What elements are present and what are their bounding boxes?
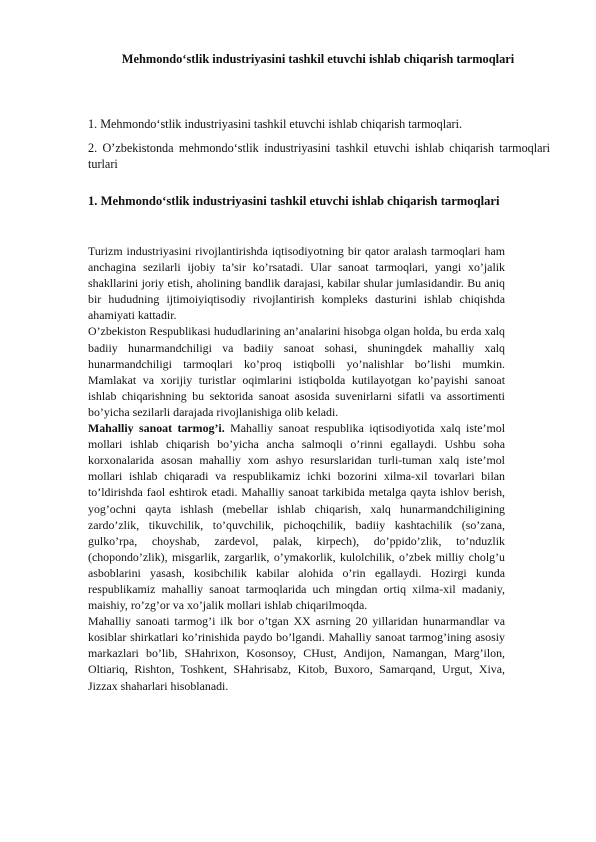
paragraph-3-body: Ushbu soha korxonalarida asosan mahalliy xom ashyo resurslaridan turli-tuman xalq iste’mol mollari ishlab chiqaradi va respublikamiz ichki bozorini xilma-xil tovarlari bilan to’ldirishda faol eshtirok etadi. Mahalliy sanoat tarkibida metalga qayta ishlov berish, yog’ochni qayta ishlash (mebellar ishlab chiqarish, xalq hunarmandchiligining zardo’zlik, tikuvchilik, to’quvchilik, pichoqchilik, badiiy kashtachilik (so’zana, gulko’rpa, choyshab, zardevol, palak, kirpech), do’ppido’zlik, to’nduzlik (chopondo’zlik), misgarlik, zargarlik, o’ymakorlik, kulolchilik, o’zbek milliy cholg’u asboblarini yasash, kosibchilik kabilar alohida o’rin egallaydi. Hozirgi kunda respublikamiz mahalliy sanoat tarmoqlarida uch mingdan ortiq xilma-xil madaniy, maishiy, ro’zg’or va xo’jalik mollari ishlab chiqarilmoqda. [88, 437, 505, 613]
paragraph-1: Turizm industriyasini rivojlantirishda iqtisodiyotning bir qator aralash tarmoqlari ham anchagina sezilarli ijobiy ta’sir ko’rsatadi. Ular sanoat tarmoqlari, yangi xo’jalik shakllarini joriy etish, aholining bandlik darajasi, kabilar shular jumlasidandir. Bu aniq bir hududning ijtimoiyiqtisodiy rivojlantirish kompleks dasturini ishlab chiqishda ahamiyati kattadir. [88, 244, 505, 323]
paragraph-3-lead: Mahalliy sanoat tarmog’i. [88, 421, 225, 436]
section-heading: 1. Mehmondo‘stlik industriyasini tashkil etuvchi ishlab chiqarish tarmoqlari [88, 194, 500, 208]
paragraph-4: Mahalliy sanoati tarmog’i ilk bor o’tgan XX asrning 20 yillaridan hunarmandlar va kosiblar shirkatlari ko’rinishida paydo bo’lgandi. Mahalliy sanoat tarmog’ining asosiy markazlari bo’lib, SHahrixon, Kosonsoy, CHust, Andijon, Namangan, Marg’ilon, Oltiariq, Rishton, Toshkent, SHahrisabz, Kitob, Buxoro, Samarqand, Urgut, Xiva, Jizzax shaharlari hisoblanadi. [88, 614, 505, 693]
paragraph-2: O’zbekiston Respublikasi hududlarining an’analarini hisobga olgan holda, bu erda xalq badiiy hunarmandchiligi va badiiy sanoat sohasi, shuningdek mahalliy xalq hunarmandchiligi tarmoqlari ko’proq istiqbolli yo’nalishlar bo’lishi mumkin. Mamlakat va xorijiy turistlar oqimlarini istiqbolda kutilayotgan ko’payishi sanoat ishlab chiqarishning bu sektorida sanoat asosida suvenirlarni sifatli va assortimenti bo’yicha sezilarli darajada rivojlanishiga olib keladi. [88, 324, 505, 419]
paragraph-3 [88, 420, 505, 613]
body-text [88, 243, 505, 694]
toc-item-2: 2. O’zbekistonda mehmondo‘stlik industriyasini tashkil etuvchi ishlab chiqarish tarmoqlari turlari [88, 141, 550, 171]
document-title: Mehmondo‘stlik industriyasini tashkil etuvchi ishlab chiqarish tarmoqlari [121, 52, 515, 66]
paragraph-3-lead-rest: Mahalliy sanoat respublika iqtisodiyotida xalq iste’mol mollari ishlab chiqarish bo’yicha ancha salmoqli o’rinni egallaydi. [88, 421, 506, 452]
toc-item-1: 1. Mehmondo‘stlik industriyasini tashkil etuvchi ishlab chiqarish tarmoqlari. [88, 117, 463, 131]
